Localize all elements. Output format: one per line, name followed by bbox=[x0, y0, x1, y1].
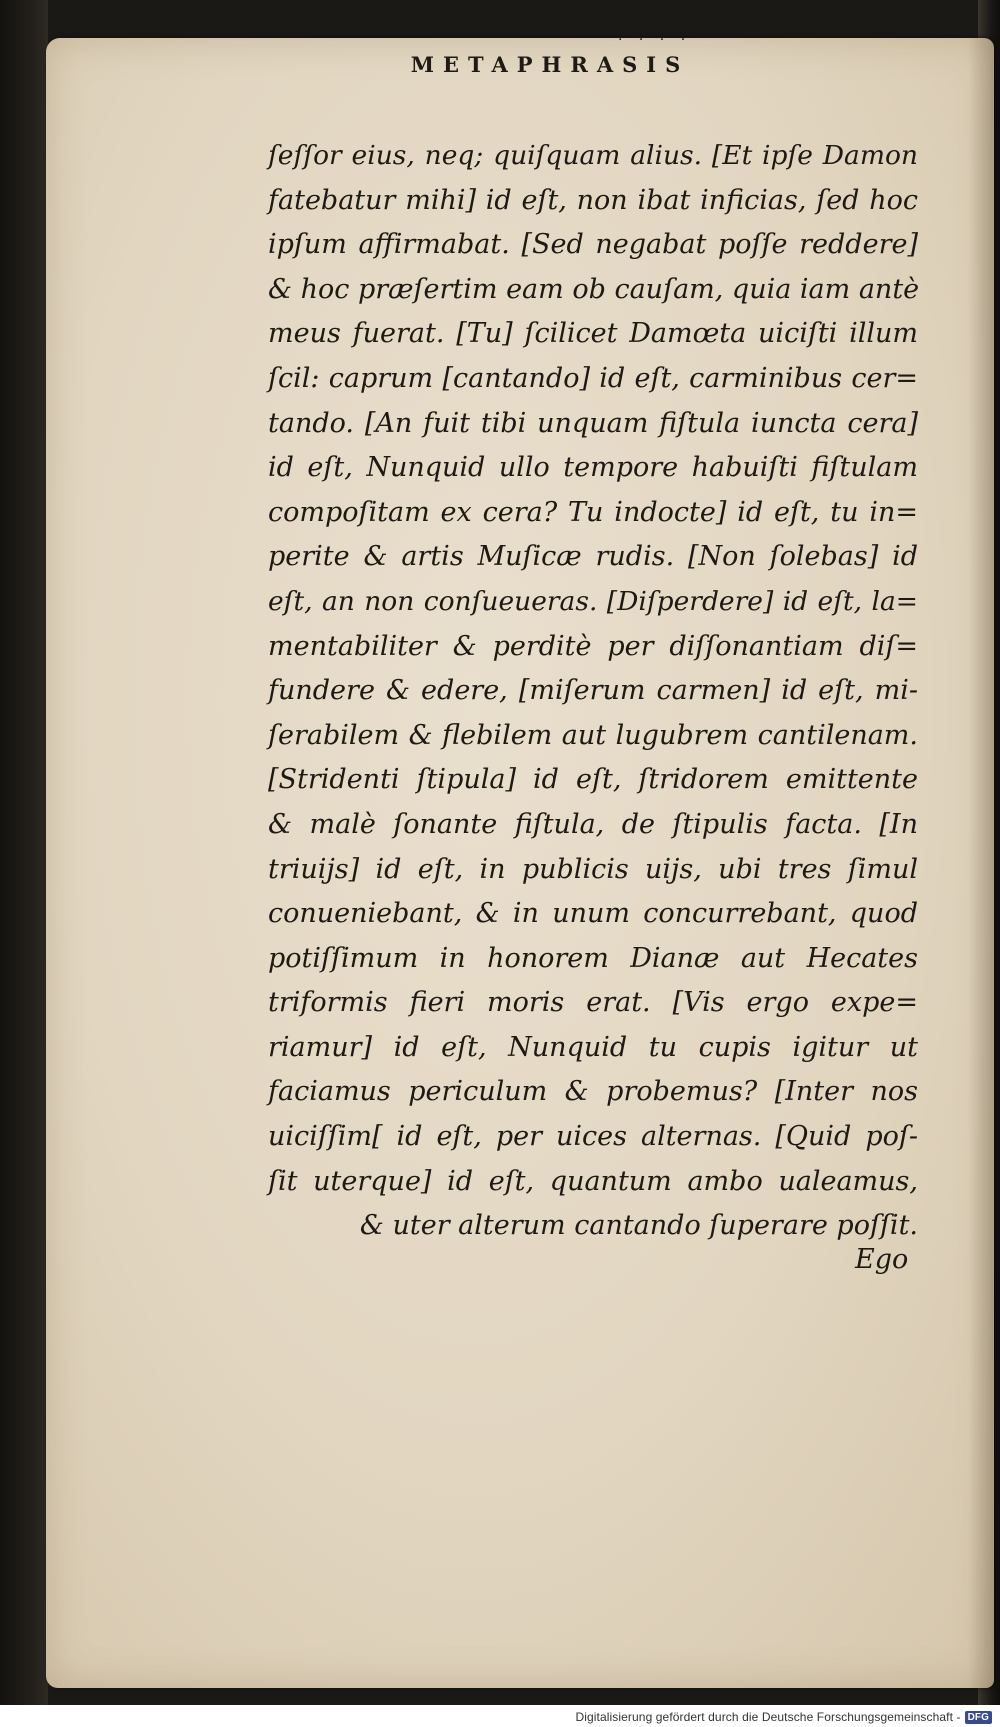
body-text bbox=[268, 134, 918, 1249]
catchword: Ego bbox=[855, 1244, 909, 1275]
text-line: triuijs] id eſt, in publicis uijs, ubi tres ſimul bbox=[268, 853, 918, 885]
text-line: perite & artis Muſicæ rudis. [Non ſolebas] id bbox=[268, 541, 918, 573]
text-line: ipſum affirmabat. [Sed negabat poſſe reddere] bbox=[268, 229, 918, 261]
text-line: mentabiliter & perditè per diſſonantiam diſ= bbox=[268, 630, 918, 662]
text-line: triformis fieri moris erat. [Vis ergo expe= bbox=[268, 987, 918, 1019]
dfg-logo-icon: DFG bbox=[965, 1711, 992, 1724]
text-line: tando. [An fuit tibi unquam fiſtula iuncta cera] bbox=[268, 407, 918, 439]
head-ornament: · · · · bbox=[618, 32, 692, 48]
text-line: fatebatur mihi] id eſt, non ibat inficias, ſed hoc bbox=[268, 184, 918, 216]
text-line: ſcil: caprum [cantando] id eſt, carminibus cer= bbox=[268, 362, 918, 394]
text-line: uiciſſim[ id eſt, per uices alternas. [Quid poſ- bbox=[268, 1121, 918, 1153]
text-line: faciamus periculum & probemus? [Inter nos bbox=[268, 1076, 918, 1108]
footer-credit bbox=[575, 1710, 992, 1724]
text-line: ſerabilem & flebilem aut lugubrem cantilenam. bbox=[268, 719, 918, 751]
text-line: id eſt, Nunquid ullo tempore habuiſti fiſtulam bbox=[268, 452, 918, 484]
running-head: METAPHRASIS bbox=[410, 52, 690, 77]
scan-background-left bbox=[0, 0, 48, 1727]
text-line: riamur] id eſt, Nunquid tu cupis igitur ut bbox=[268, 1031, 918, 1063]
text-line: & hoc præſertim eam ob cauſam, quia iam antè bbox=[268, 273, 920, 305]
text-line: & malè ſonante fiſtula, de ſtipulis facta. [In bbox=[268, 808, 918, 840]
text-line: compoſitam ex cera? Tu indocte] id eſt, tu in= bbox=[268, 496, 918, 528]
text-line: & uter alterum cantando ſuperare poſſit. bbox=[359, 1210, 918, 1242]
text-line: eſt, an non conſueueras. [Diſperdere] id eſt, la= bbox=[268, 585, 918, 617]
text-line: [Stridenti ſtipula] id eſt, ſtridorem emittente bbox=[268, 764, 918, 796]
text-line: ſeſſor eius, neq; quiſquam alius. [Et ipſe Damon bbox=[268, 140, 918, 171]
text-line: potiſſimum in honorem Dianæ aut Hecates bbox=[268, 942, 918, 974]
text-line: ſit uterque] id eſt, quantum ambo ualeamus, bbox=[268, 1165, 918, 1197]
text-line: meus fuerat. [Tu] ſcilicet Damœta uiciſti illum bbox=[268, 318, 918, 350]
text-line: conueniebant, & in unum concurrebant, quod bbox=[268, 898, 918, 930]
footer-credit-text: Digitalisierung gefördert durch die Deutsche Forschungsgemeinschaft - bbox=[575, 1710, 961, 1724]
footer-strip bbox=[0, 1705, 1000, 1727]
text-line: fundere & edere, [miſerum carmen] id eſt, mi- bbox=[268, 675, 918, 707]
